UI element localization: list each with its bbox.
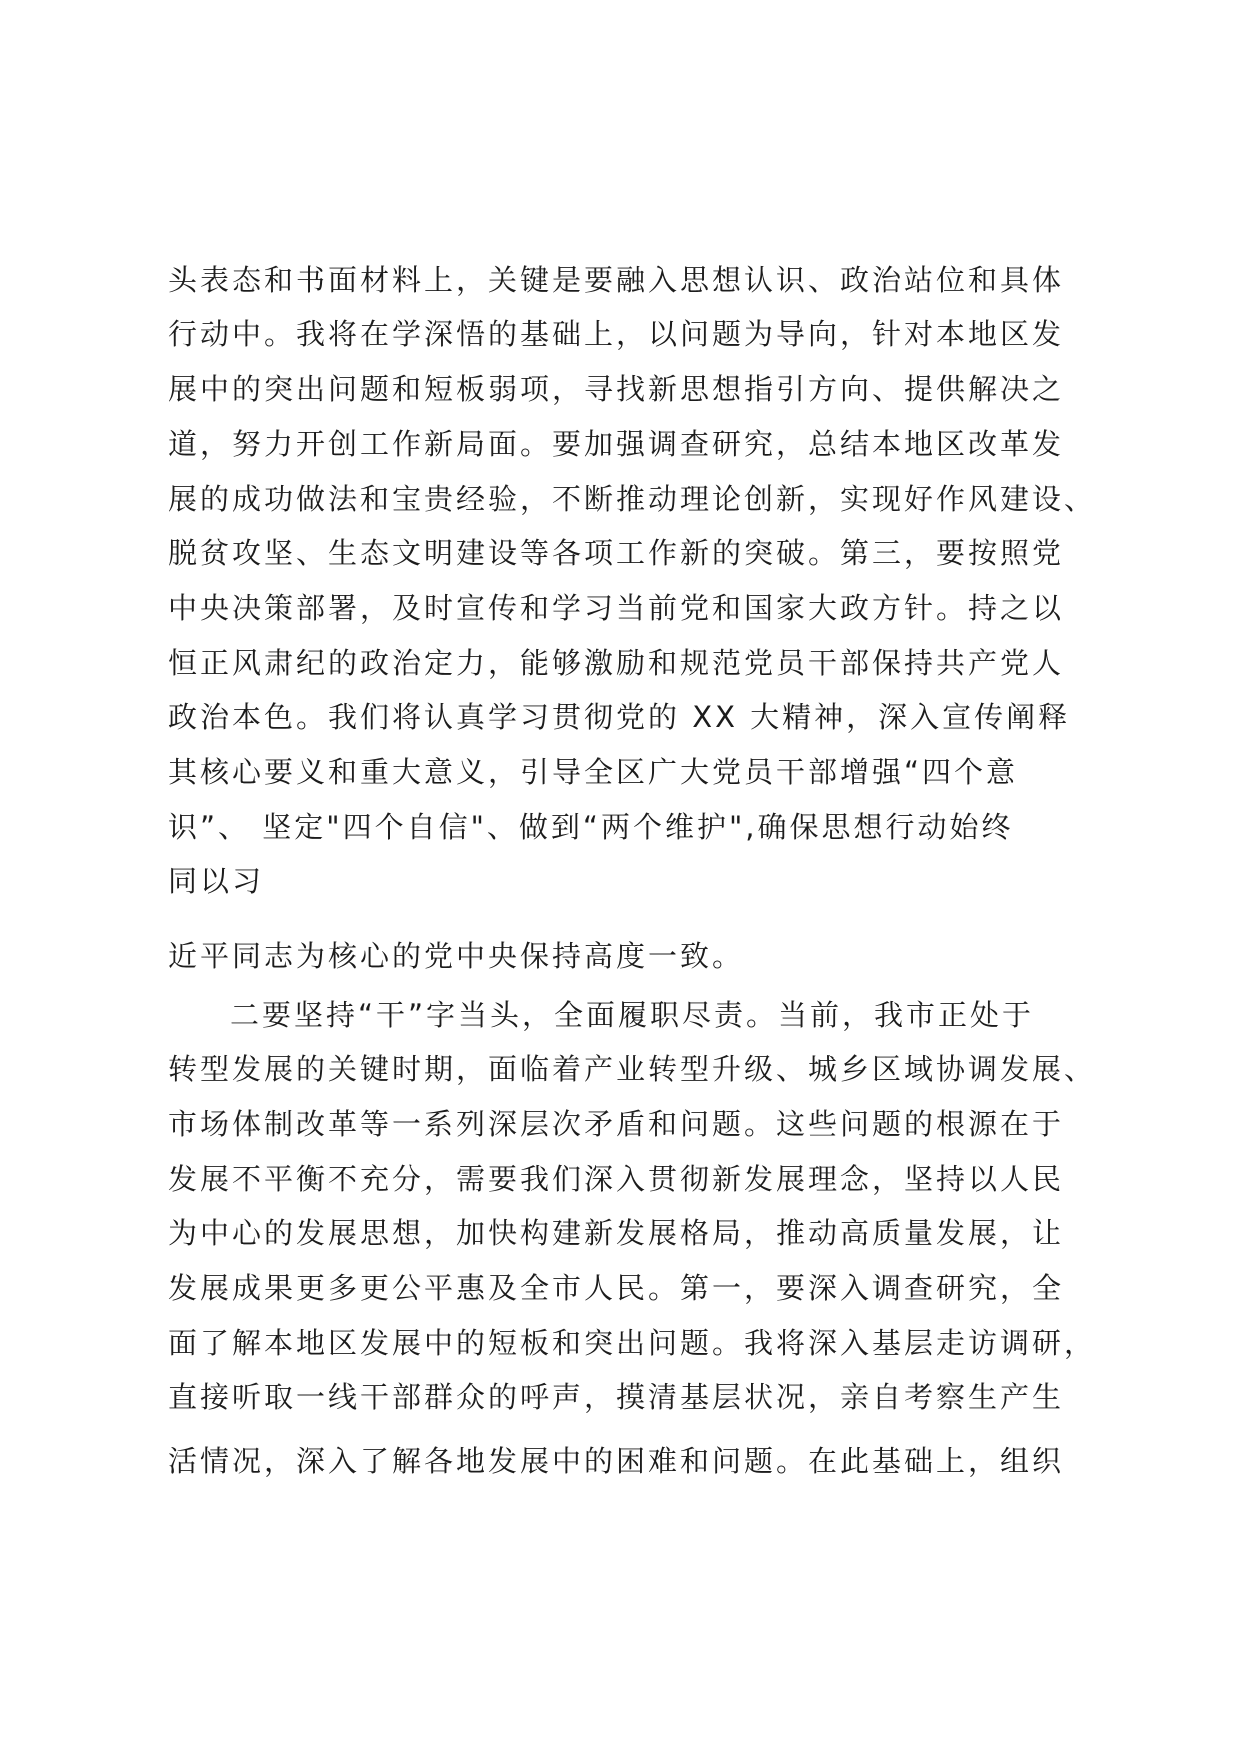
text-line: 市场体制改革等一系列深层次矛盾和问题。这些问题的根源在于: [168, 1107, 1065, 1141]
text-line: 头表态和书面材料上，关键是要融入思想认识、政治站位和具体: [168, 263, 1065, 297]
text-line: 为中心的发展思想，加快构建新发展格局，推动高质量发展，让: [168, 1216, 1065, 1250]
text-line: 转型发展的关键时期，面临着产业转型升级、城乡区域协调发展、: [168, 1052, 1097, 1086]
text-line: 展中的突出问题和短板弱项，寻找新思想指引方向、提供解决之: [168, 372, 1065, 406]
text-line: 政治本色。我们将认真学习贯彻党的 XX 大精神，深入宣传阐释: [168, 700, 1071, 734]
text-line: 恒正风肃纪的政治定力，能够激励和规范党员干部保持共产党人: [168, 646, 1065, 680]
text-line: 其核心要义和重大意义，引导全区广大党员干部增强“四个意: [168, 755, 1019, 789]
text-line: 活情况，深入了解各地发展中的困难和问题。在此基础上，组织: [168, 1444, 1065, 1478]
text-line: 中央决策部署，及时宣传和学习当前党和国家大政方针。持之以: [168, 591, 1065, 625]
text-line: 识”、 坚定"四个自信"、做到“两个维护",确保思想行动始终: [168, 810, 1014, 844]
text-line: 发展不平衡不充分，需要我们深入贯彻新发展理念，坚持以人民: [168, 1162, 1065, 1196]
text-line: 面了解本地区发展中的短板和突出问题。我将深入基层走访调研，: [168, 1326, 1097, 1360]
text-line: 脱贫攻坚、生态文明建设等各项工作新的突破。第三，要按照党: [168, 536, 1065, 570]
text-line: 同以习: [168, 864, 265, 898]
text-line: 直接听取一线干部群众的呼声，摸清基层状况，亲自考察生产生: [168, 1380, 1065, 1414]
text-line: 道，努力开创工作新局面。要加强调查研究，总结本地区改革发: [168, 427, 1065, 461]
text-line: 行动中。我将在学深悟的基础上，以问题为导向，针对本地区发: [168, 317, 1065, 351]
paragraph-first-line: 二要坚持“干”字当头，全面履职尽责。当前，我市正处于: [230, 998, 1035, 1032]
text-line: 发展成果更多更公平惠及全市人民。第一，要深入调查研究，全: [168, 1271, 1065, 1305]
text-line: 近平同志为核心的党中央保持高度一致。: [168, 939, 745, 973]
text-line: 展的成功做法和宝贵经验，不断推动理论创新，实现好作风建设、: [168, 482, 1097, 516]
